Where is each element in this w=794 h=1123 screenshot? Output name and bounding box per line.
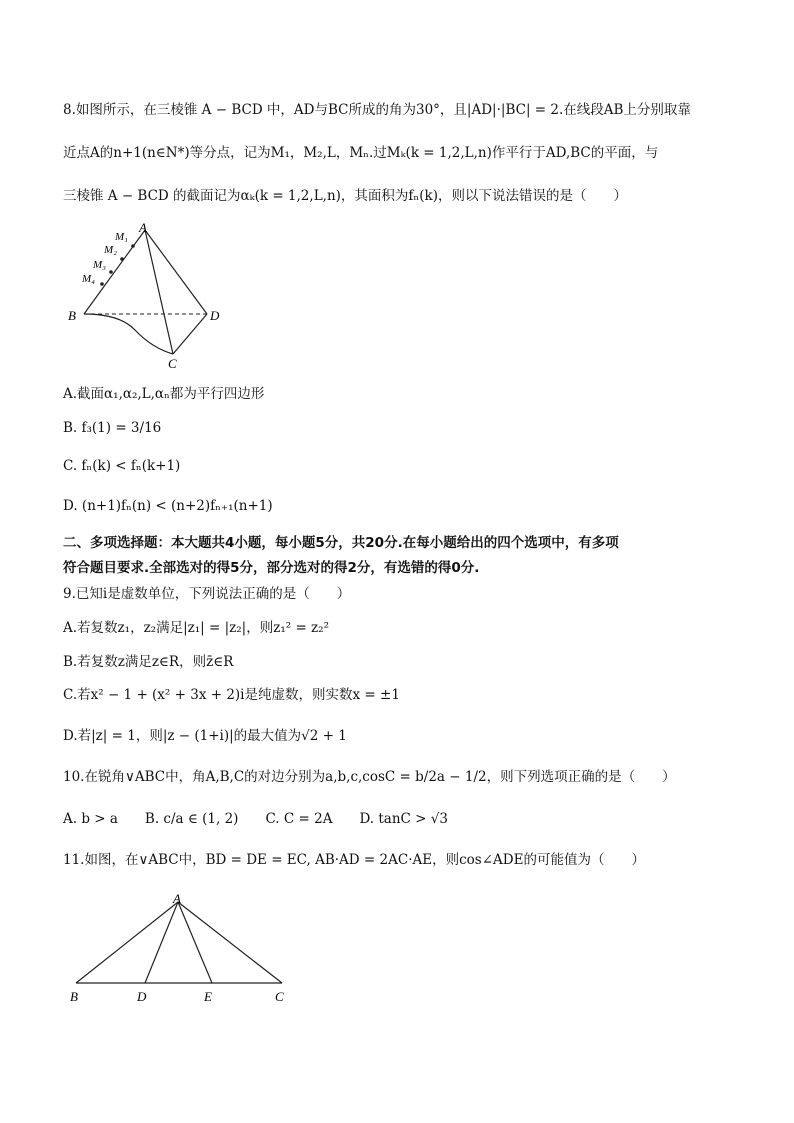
q8-stem-line-1: 8.如图所示，在三棱锥 A − BCD 中，AD与BC所成的角为30°，且|AD|·|BC| = 2.在线段AB上分别取靠 (63, 102, 691, 118)
q8-stem-line-2: 近点A的n+1(n∈N*)等分点，记为M₁，M₂,L，Mₙ.过Mₖ(k = 1,2,L,n)作平行于AD,BC的平面，与 (63, 145, 659, 161)
triangle-label-a: A (173, 891, 181, 906)
tetra-label-m2: M₂ (104, 244, 117, 256)
q8-option-b: B. f₃(1) = 3/16 (63, 420, 162, 436)
q8-option-d: D. (n+1)fₙ(n) < (n+2)fₙ₊₁(n+1) (63, 498, 273, 514)
tetra-label-m3: M₃ (93, 259, 106, 271)
section-2-heading-line-2: 符合题目要求.全部选对的得5分，部分选对的得2分，有选错的得0分. (63, 560, 480, 576)
triangle-label-e: E (204, 989, 212, 1004)
tetra-label-d: D (210, 308, 220, 323)
q9-option-b: B.若复数z满足z∈R，则z̄∈R (63, 654, 234, 670)
tetra-label-m4: M₄ (82, 273, 95, 285)
triangle-figure (62, 890, 302, 1010)
q9-option-d: D.若|z| = 1，则|z − (1+i)|的最大值为√2 + 1 (63, 728, 347, 744)
section-2-heading-line-1: 二、多项选择题：本大题共4小题，每小题5分，共20分.在每小题给出的四个选项中，有多项 (63, 535, 619, 551)
tetra-label-m1: M₁ (115, 231, 128, 243)
tetra-label-c: C (168, 356, 177, 371)
q8-stem-line-3: 三棱锥 A − BCD 的截面记为αₖ(k = 1,2,L,n)，其面积为fₙ(k)，则以下说法错误的是（ ） (63, 188, 627, 204)
q9-option-c: C.若x² − 1 + (x² + 3x + 2)i是纯虚数，则实数x = ±1 (63, 687, 400, 703)
tetra-label-a: A (139, 220, 147, 235)
q10-options: A. b > a B. c/a ∈ (1, 2) C. C = 2A D. tanC > √3 (63, 811, 448, 827)
q8-option-a: A.截面α₁,α₂,L,αₙ都为平行四边形 (63, 386, 265, 402)
tetrahedron-figure (60, 218, 240, 373)
triangle-label-b: B (70, 989, 78, 1004)
q10-stem: 10.在锐角∨ABC中，角A,B,C的对边分别为a,b,c,cosC = b/2a − 1/2，则下列选项正确的是（ ） (63, 769, 676, 785)
tetra-label-b: B (68, 308, 76, 323)
q9-stem: 9.已知i是虚数单位，下列说法正确的是（ ） (63, 586, 351, 602)
q8-option-c: C. fₙ(k) < fₙ(k+1) (63, 458, 181, 474)
triangle-label-c: C (275, 989, 284, 1004)
triangle-label-d: D (137, 989, 147, 1004)
q9-option-a: A.若复数z₁，z₂满足|z₁| = |z₂|，则z₁² = z₂² (63, 620, 329, 636)
q11-stem: 11.如图，在∨ABC中，BD = DE = EC, AB·AD = 2AC·AE，则cos∠ADE的可能值为（ ） (63, 852, 645, 868)
